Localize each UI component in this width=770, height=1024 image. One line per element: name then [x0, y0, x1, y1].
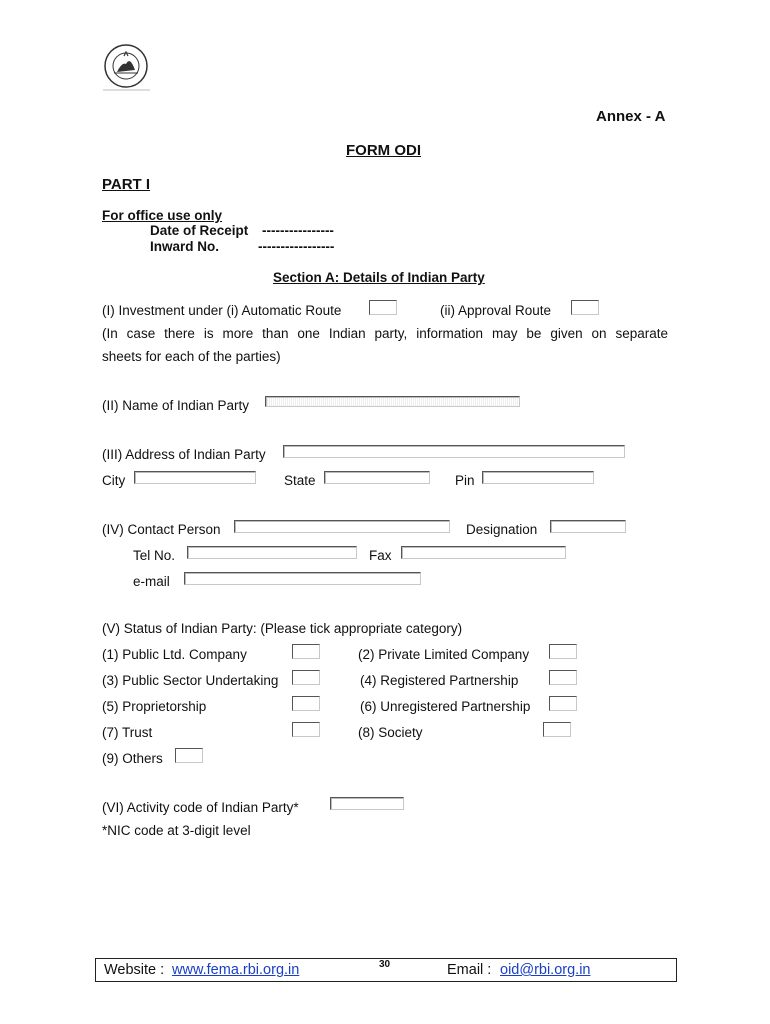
status-option-2-label: (2) Private Limited Company — [358, 647, 530, 662]
status-option-5-checkbox[interactable] — [292, 696, 320, 711]
pin-label: Pin — [455, 473, 475, 488]
status-option-3-checkbox[interactable] — [292, 670, 320, 685]
note-line-2: sheets for each of the parties) — [102, 349, 281, 364]
rbi-logo — [100, 42, 152, 92]
part-title: PART I — [102, 176, 151, 193]
address-label: (III) Address of Indian Party — [102, 447, 266, 462]
status-option-4-checkbox[interactable] — [549, 670, 577, 685]
pin-input[interactable] — [482, 471, 594, 484]
status-option-1-label: (1) Public Ltd. Company — [102, 647, 247, 662]
website-link[interactable]: www.fema.rbi.org.in — [172, 962, 300, 978]
status-option-7-checkbox[interactable] — [292, 722, 320, 737]
approval-route-label: (ii) Approval Route — [440, 303, 552, 318]
nic-note: *NIC code at 3-digit level — [102, 823, 251, 838]
inward-no-label: Inward No. — [150, 239, 220, 254]
tel-label: Tel No. — [133, 548, 176, 563]
email-input[interactable] — [184, 572, 421, 585]
form-title: FORM ODI — [346, 142, 421, 159]
activity-code-input[interactable] — [330, 797, 404, 810]
status-option-5-label: (5) Proprietorship — [102, 699, 207, 714]
office-use-title: For office use only — [102, 208, 223, 223]
status-option-2-checkbox[interactable] — [549, 644, 577, 659]
annex-label: Annex - A — [596, 108, 666, 125]
contact-person-input[interactable] — [234, 520, 450, 533]
investment-label: (I) Investment under (i) Automatic Route — [102, 303, 342, 318]
status-option-3-label: (3) Public Sector Undertaking — [102, 673, 279, 688]
city-label: City — [102, 473, 126, 488]
address-input[interactable] — [283, 445, 625, 458]
date-of-receipt-dashes: ---------------- — [262, 223, 334, 238]
page-number: 30 — [379, 959, 391, 970]
note-line-1: (In case there is more than one Indian party, information may be given on separate — [102, 326, 668, 341]
designation-input[interactable] — [550, 520, 626, 533]
fax-label: Fax — [369, 548, 392, 563]
email-footer-label: Email : — [447, 962, 492, 978]
email-label: e-mail — [133, 574, 170, 589]
city-input[interactable] — [134, 471, 256, 484]
date-of-receipt-label: Date of Receipt — [150, 223, 249, 238]
status-option-9-checkbox[interactable] — [175, 748, 203, 763]
email-link[interactable]: oid@rbi.org.in — [500, 962, 591, 978]
designation-label: Designation — [466, 522, 538, 537]
automatic-route-checkbox[interactable] — [369, 300, 397, 315]
activity-code-label: (VI) Activity code of Indian Party* — [102, 800, 299, 815]
section-a-title: Section A: Details of Indian Party — [273, 270, 485, 285]
name-input[interactable] — [265, 396, 520, 407]
contact-person-label: (IV) Contact Person — [102, 522, 221, 537]
approval-route-checkbox[interactable] — [571, 300, 599, 315]
status-option-4-label: (4) Registered Partnership — [360, 673, 519, 688]
status-option-6-checkbox[interactable] — [549, 696, 577, 711]
state-label: State — [284, 473, 316, 488]
fax-input[interactable] — [401, 546, 566, 559]
name-label: (II) Name of Indian Party — [102, 398, 250, 413]
tel-input[interactable] — [187, 546, 357, 559]
status-option-7-label: (7) Trust — [102, 725, 153, 740]
status-option-6-label: (6) Unregistered Partnership — [360, 699, 531, 714]
inward-no-dashes: ----------------- — [258, 239, 335, 254]
status-label: (V) Status of Indian Party: (Please tick appropriate category) — [102, 621, 463, 636]
page-footer — [95, 958, 677, 982]
status-option-8-label: (8) Society — [358, 725, 423, 740]
status-option-9-label: (9) Others — [102, 751, 163, 766]
status-option-1-checkbox[interactable] — [292, 644, 320, 659]
state-input[interactable] — [324, 471, 430, 484]
website-label: Website : — [104, 962, 165, 978]
status-option-8-checkbox[interactable] — [543, 722, 571, 737]
